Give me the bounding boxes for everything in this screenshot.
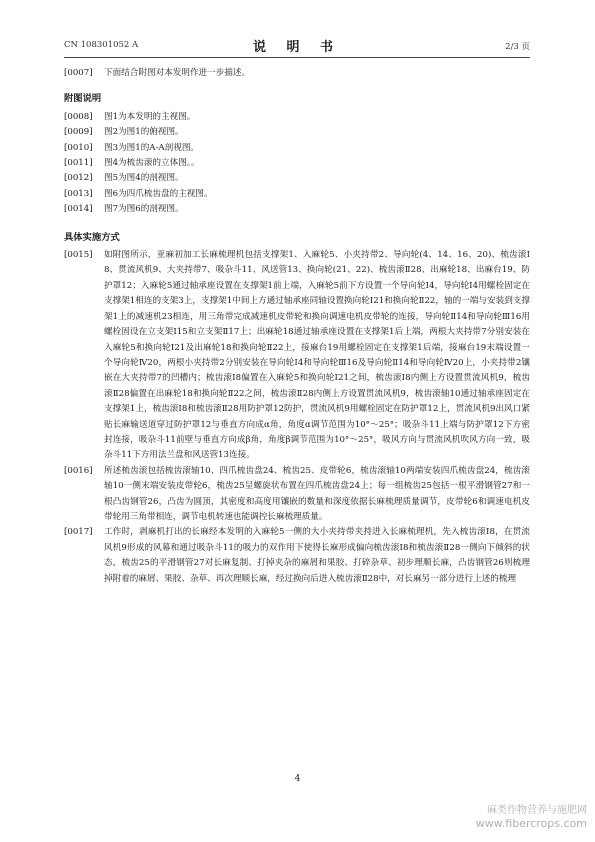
paragraph-number: [0007] [64, 68, 93, 78]
section-heading-drawings: 附图说明 [64, 93, 102, 105]
paragraph [64, 171, 530, 186]
watermark-site-name: 麻类作物营养与施肥网 [487, 805, 587, 816]
paragraph-number: [0016] [64, 465, 93, 476]
paragraph-number: [0011] [64, 158, 93, 169]
section-heading-embodiments: 具体实施方式 [64, 231, 120, 243]
paragraph-text: 工作时，剥麻机打出的长麻经本发明的入麻轮5一侧的大小夹持带夹持进入长麻梳理机，先入梳齿滚Ⅰ8，在贯流风机9形成的风幕和通过吸杂斗11的吸力的双作用下使得长麻形成偏向梳齿滚Ⅰ8和梳齿滚Ⅱ28一侧向下倾斜的状态，梳齿25的平滑钢管27对长麻复制、打掉夹杂的麻屑和果胶、打碎杂草、初步理顺长麻，凸齿钢管26则梳理掉附着的麻屑、果胶、杂草、再次理顺长麻，经过换向后进入梳齿滚Ⅱ28中，对长麻另一部分进行上述的梳理 [104, 527, 530, 584]
paragraph-number: [0010] [64, 142, 93, 153]
paragraph-text: 图5为图4的剖视图。 [104, 173, 184, 184]
paragraph-text: 如附图所示，亚麻初加工长麻梳理机包括支撑架1、入麻轮5、小夹持带2、导向轮(4、14、16、20)、梳齿滚Ⅰ8、贯流风机9、大夹持带7、吸杂斗11、风送管13、换向轮(21、22)、梳齿滚Ⅱ28、出麻轮18、出麻台19、防护罩12；入麻轮5通过轴承座设置在支撑架1前上端，入麻轮5前下方设置一个导向轮Ⅰ4，导向轮Ⅰ4用螺栓固定在支撑架1相连的支架3上，支撑架1中间上方通过轴承座同轴设置换向轮Ⅰ21和换向轮Ⅱ22，轴的一端与安装到支撑架1上的减速机23相连，用三角带完成减速机皮带轮和换向调速电机皮带轮的连接，导向轮Ⅱ14和导向轮Ⅲ16用螺栓固设在立支架Ⅰ15和立支架Ⅱ17上；出麻轮18通过轴承座设置在支撑架1后上端，两根大夹持带7分别安装在入麻轮5和换向轮Ⅰ21及出麻轮18和换向轮Ⅱ22上，接麻台19用螺栓固定在支撑架1后端，接麻台19末端设置一个导向轮Ⅳ20，两根小夹持带2分别安装在导向轮Ⅰ4和导向轮Ⅲ16及导向轮Ⅱ14和导向轮Ⅳ20上，小夹持带2镶嵌在大夹持带7的凹槽内；梳齿滚Ⅰ8偏置在入麻轮5和换向轮Ⅰ21之间，梳齿滚Ⅰ8内侧上方设置贯流风机9，梳齿滚Ⅱ28偏置在出麻轮18和换向轮Ⅱ22之间，梳齿滚Ⅱ28内侧上方设置贯流风机9，梳齿滚轴10通过轴承座固定在支撑架1上，梳齿滚Ⅰ8和梳齿滚Ⅱ28用防护罩12防护，贯流风机9用螺栓固定在防护罩12上，贯流风机9出风口紧贴长麻输送道穿过防护罩12与垂直方向成α角，角度α调节范围为10°～25°；吸杂斗11上端与防护罩12下方密封连接，吸杂斗11前壁与垂直方向成β角，角度β调节范围为10°～25°，吸风方向与贯流风机吹风方向一致，吸杂斗11下方用法兰盘和风送管13连接。 [104, 250, 530, 461]
paragraph-number: [0017] [64, 527, 93, 538]
site-watermark [476, 804, 587, 830]
paragraph [64, 202, 530, 217]
paragraph [64, 525, 530, 587]
paragraph-text: 图1为本发明的主视图。 [104, 111, 196, 122]
paragraph [64, 464, 530, 526]
paragraph-text: 图6为四爪梳齿盘的主视图。 [104, 188, 213, 199]
paragraph [64, 248, 530, 464]
paragraph-text: 图3为图1的A-A剖视图。 [104, 142, 200, 153]
paragraph [64, 187, 530, 202]
publication-number: CN 108301052 A [64, 40, 139, 50]
paragraph-text: 图7为图6的剖视图。 [104, 204, 184, 215]
paragraph-number: [0009] [64, 127, 93, 138]
document-body [64, 66, 530, 587]
paragraph-number: [0013] [64, 188, 93, 199]
document-title: 说 明 书 [252, 40, 342, 55]
paragraph-number: [0015] [64, 250, 93, 261]
page-info: 2/3 页 [505, 42, 530, 52]
paragraph-text: 下面结合附图对本发明作进一步描述。 [104, 68, 251, 78]
paragraph [64, 66, 530, 81]
watermark-url: www.fibercrops.com [475, 817, 587, 830]
header-divider [64, 57, 530, 58]
paragraph-text: 图2为图1的俯视图。 [104, 127, 184, 138]
paragraph [64, 125, 530, 140]
paragraph-text: 所述梳齿滚包括梳齿滚轴10、四爪梳齿盘24、梳齿25、皮带轮6，梳齿滚轴10两端安装四爪梳齿盘24，梳齿滚轴10一侧末端安装皮带轮6，梳齿25呈螺旋状布置在四爪梳齿盘24上；每一组梳齿25包括一根平滑钢管27和一根凸齿钢管26，凸齿为圆顶，其密度和高度用镶嵌的数量和深度依据长麻梳理质量调节，皮带轮6和调速电机皮带轮用三角带相连，调节电机转速也能调控长麻梳理质量。 [104, 465, 530, 522]
page-header [64, 36, 530, 54]
paragraph [64, 156, 530, 171]
paragraph [64, 110, 530, 125]
page-number: 4 [294, 774, 301, 784]
paragraph-text: 图4为梳齿滚的立体图。。 [104, 158, 200, 169]
paragraph-number: [0012] [64, 173, 93, 184]
paragraph [64, 141, 530, 156]
paragraph-number: [0014] [64, 204, 93, 215]
paragraph-number: [0008] [64, 111, 93, 122]
